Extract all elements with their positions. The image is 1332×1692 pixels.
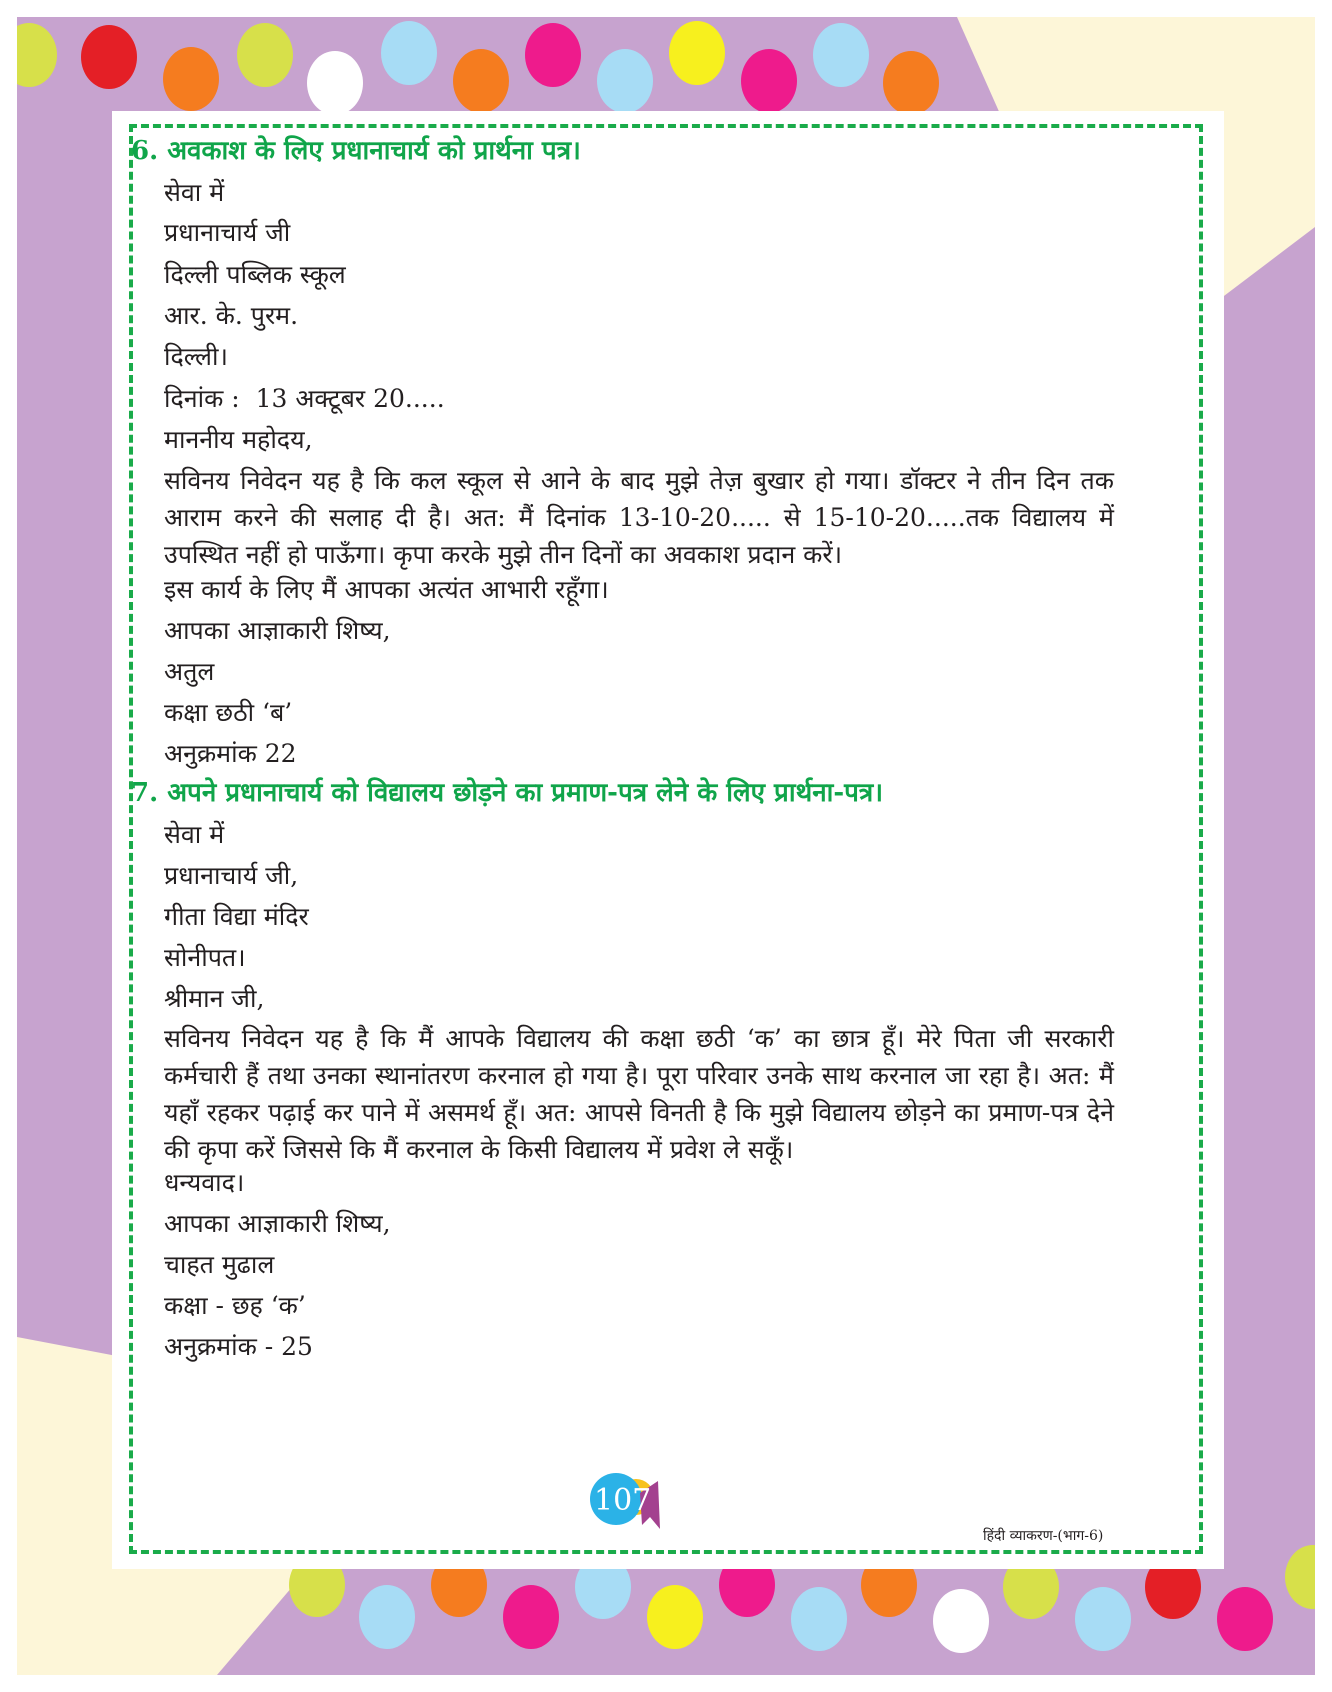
letter6-roll: अनुक्रमांक 22 [164, 739, 297, 768]
letter7-to: सेवा में [164, 820, 225, 849]
letter6-name: अतुल [164, 657, 215, 686]
letter7-body: सविनय निवेदन यह है कि मैं आपके विद्यालय की कक्षा छठी ‘क’ का छात्र हूँ। मेरे पिता जी सरकारी कर्मचारी हैं तथा उनका स्थानांतरण करनाल हो गया है। पूरा परिवार उनके साथ करनाल जा रहा है। अत: मैं यहाँ रहकर पढ़ाई कर पाने में असमर्थ हूँ। अत: आपसे विनती है कि मुझे विद्यालय छोड़ने का प्रमाण-पत्र देने की कृपा करें जिससे कि मैं करनाल के किसी विद्यालय में प्रवेश ले सकूँ। [164, 1024, 1114, 1164]
letter6-city: दिल्ली। [164, 342, 228, 371]
letter6-salutation: माननीय महोदय, [164, 425, 313, 454]
letter7-heading: 7. अपने प्रधानाचार्य को विद्यालय छोड़ने का प्रमाण-पत्र लेने के लिए प्रार्थना-पत्र। [131, 778, 884, 808]
letter6-school: दिल्ली पब्लिक स्कूल [164, 260, 346, 289]
letter7-thanks: धन्यवाद। [164, 1168, 245, 1197]
letter7-closing: आपका आज्ञाकारी शिष्य, [164, 1209, 391, 1238]
letter6-area: आर. के. पुरम. [164, 301, 299, 330]
letter6-class: कक्षा छठी ‘ब’ [164, 698, 293, 727]
letter7-name: चाहत मुढाल [164, 1250, 275, 1279]
letter7-school: गीता विद्या मंदिर [164, 902, 309, 931]
letter7-salutation: श्रीमान जी, [164, 984, 265, 1013]
letter6-closing: आपका आज्ञाकारी शिष्य, [164, 616, 391, 645]
letter6-thanks: इस कार्य के लिए मैं आपका अत्यंत आभारी रहूँगा। [164, 575, 609, 604]
letter7-roll: अनुक्रमांक - 25 [164, 1332, 313, 1361]
book-title-footer: हिंदी व्याकरण-(भाग-6) [983, 1528, 1104, 1544]
letter7-recipient: प्रधानाचार्य जी, [164, 861, 299, 890]
letter7-class: कक्षा - छह ‘क’ [164, 1291, 306, 1320]
page-number: 107 [594, 1483, 652, 1518]
letter6-recipient: प्रधानाचार्य जी [164, 218, 291, 247]
letter6-to: सेवा में [164, 178, 225, 207]
letter6-heading: 6. अवकाश के लिए प्रधानाचार्य को प्रार्थना पत्र। [131, 136, 581, 166]
letter6-body: सविनय निवेदन यह है कि कल स्कूल से आने के बाद मुझे तेज़ बुखार हो गया। डॉक्टर ने तीन दिन तक आराम करने की सलाह दी है। अत: मैं दिनांक 13-10-20..... से 15-10-20.....तक विद्यालय में उपस्थित नहीं हो पाऊँगा। कृपा करके मुझे तीन दिनों का अवकाश प्रदान करें। [164, 466, 1114, 569]
letter6-date: दिनांक : 13 अक्टूबर 20..... [164, 384, 445, 413]
letter7-city: सोनीपत। [164, 943, 246, 972]
